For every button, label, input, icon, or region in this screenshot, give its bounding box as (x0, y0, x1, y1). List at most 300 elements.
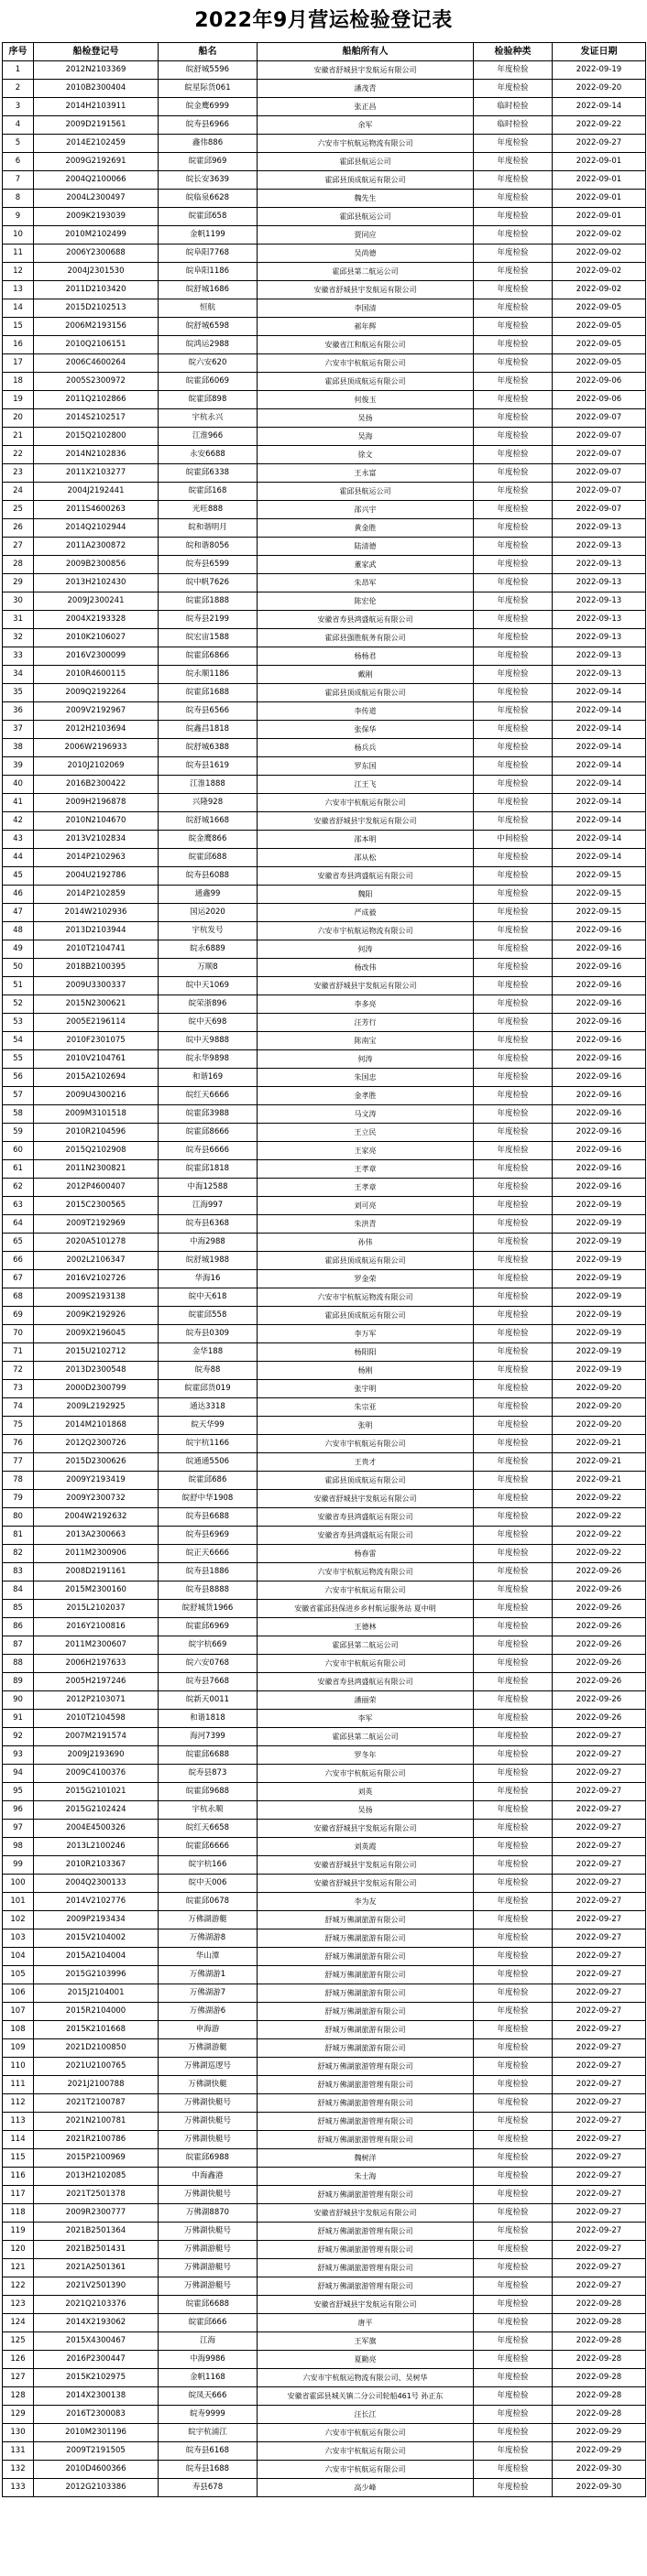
table-row (3, 1618, 646, 1636)
ship-owner-cell: 舒城万佛湖旅游管理有限公司 (258, 2186, 474, 2204)
issue-date-cell: 2022-09-27 (553, 2259, 646, 2277)
table-row (3, 2131, 646, 2149)
serial-cell: 123 (3, 2296, 34, 2314)
issue-date-cell: 2022-09-14 (553, 757, 646, 776)
inspection-type-cell: 年度检验 (474, 1380, 553, 1398)
issue-date-cell: 2022-09-01 (553, 190, 646, 208)
ship-name-cell: 皖宇杭669 (159, 1636, 258, 1655)
issue-date-cell: 2022-09-16 (553, 1069, 646, 1087)
ship-name-cell: 万佛湖8870 (159, 2204, 258, 2223)
ship-name-cell: 万佛湖游艇号 (159, 2241, 258, 2259)
registration-no-cell: 2009Y2300732 (34, 1490, 159, 1508)
serial-cell: 8 (3, 190, 34, 208)
issue-date-cell: 2022-09-20 (553, 80, 646, 98)
issue-date-cell: 2022-09-07 (553, 483, 646, 501)
registration-no-cell: 2000D2300799 (34, 1380, 159, 1398)
ship-owner-cell: 汪长江 (258, 2406, 474, 2424)
registration-no-cell: 2015Q2102908 (34, 1142, 159, 1160)
table-row (3, 2039, 646, 2058)
registration-no-cell: 2012P4600407 (34, 1179, 159, 1197)
inspection-type-cell: 年度检验 (474, 1050, 553, 1069)
table-row (3, 831, 646, 849)
registration-no-cell: 2013D2103944 (34, 922, 159, 940)
serial-cell: 60 (3, 1142, 34, 1160)
issue-date-cell: 2022-09-20 (553, 1398, 646, 1417)
table-row (3, 2186, 646, 2204)
inspection-type-cell: 年度检验 (474, 281, 553, 299)
ship-owner-cell: 罗金荣 (258, 1270, 474, 1288)
serial-cell: 69 (3, 1307, 34, 1325)
registration-no-cell: 2013H2102085 (34, 2168, 159, 2186)
issue-date-cell: 2022-09-27 (553, 1948, 646, 1966)
ship-owner-cell: 舒城万佛湖旅游管理有限公司 (258, 2058, 474, 2076)
registration-no-cell: 2021T2100787 (34, 2094, 159, 2113)
ship-name-cell: 宇杭发号 (159, 922, 258, 940)
serial-cell: 1 (3, 61, 34, 80)
ship-owner-cell: 霍邱县顶成航运有限公司 (258, 171, 474, 190)
serial-cell: 4 (3, 116, 34, 135)
registration-no-cell: 2010M2102499 (34, 226, 159, 245)
ship-name-cell: 皖宏宙1588 (159, 629, 258, 647)
serial-cell: 119 (3, 2223, 34, 2241)
serial-cell: 56 (3, 1069, 34, 1087)
table-row (3, 226, 646, 245)
inspection-type-cell: 年度检验 (474, 1234, 553, 1252)
ship-owner-cell: 舒城万佛湖旅游有限公司 (258, 1929, 474, 1948)
table-row (3, 1728, 646, 1746)
inspection-type-cell: 年度检验 (474, 1691, 553, 1710)
registration-no-cell: 2004X2193328 (34, 611, 159, 629)
ship-owner-cell: 安徽省霍邱县城关镇二分公司轮船461号 孙正东 (258, 2387, 474, 2406)
table-row (3, 611, 646, 629)
issue-date-cell: 2022-09-05 (553, 336, 646, 354)
issue-date-cell: 2022-09-19 (553, 1234, 646, 1252)
table-row (3, 1765, 646, 1783)
inspection-type-cell: 年度检验 (474, 647, 553, 666)
ship-name-cell: 通达3318 (159, 1398, 258, 1417)
inspection-type-cell: 年度检验 (474, 904, 553, 922)
registration-no-cell: 2021Q2103376 (34, 2296, 159, 2314)
ship-owner-cell: 霍邱县航运公司 (258, 208, 474, 226)
ship-owner-cell: 黄金胜 (258, 519, 474, 538)
serial-cell: 76 (3, 1435, 34, 1453)
inspection-type-cell: 年度检验 (474, 1160, 553, 1179)
issue-date-cell: 2022-09-14 (553, 812, 646, 831)
registration-no-cell: 2014X2193062 (34, 2314, 159, 2332)
table-row (3, 776, 646, 794)
issue-date-cell: 2022-09-01 (553, 153, 646, 171)
ship-owner-cell: 舒城万佛湖旅游管理有限公司 (258, 2113, 474, 2131)
registration-no-cell: 2015R2104000 (34, 2003, 159, 2021)
table-row (3, 116, 646, 135)
table-row (3, 1911, 646, 1929)
inspection-type-cell: 年度检验 (474, 1343, 553, 1362)
table-row (3, 867, 646, 886)
registration-no-cell: 2011M2300607 (34, 1636, 159, 1655)
serial-cell: 115 (3, 2149, 34, 2168)
ship-name-cell: 皖寿县6969 (159, 1527, 258, 1545)
registration-no-cell: 2015G2101021 (34, 1783, 159, 1801)
registration-no-cell: 2021N2100781 (34, 2113, 159, 2131)
table-row (3, 886, 646, 904)
inspection-type-cell: 年度检验 (474, 373, 553, 391)
inspection-type-cell: 年度检验 (474, 2406, 553, 2424)
registration-no-cell: 2012P2103071 (34, 1691, 159, 1710)
issue-date-cell: 2022-09-14 (553, 739, 646, 757)
registration-no-cell: 2014S2102517 (34, 409, 159, 428)
registration-no-cell: 2010R2104596 (34, 1124, 159, 1142)
ship-name-cell: 鑫伟886 (159, 135, 258, 153)
table-row (3, 794, 646, 812)
issue-date-cell: 2022-09-27 (553, 2186, 646, 2204)
issue-date-cell: 2022-09-27 (553, 1765, 646, 1783)
header-serial: 序号 (3, 43, 34, 61)
ship-owner-cell: 何俊玉 (258, 391, 474, 409)
ship-owner-cell: 安徽省舒城县宇发航运有限公司 (258, 1490, 474, 1508)
serial-cell: 96 (3, 1801, 34, 1820)
registration-no-cell: 2004Q2100066 (34, 171, 159, 190)
issue-date-cell: 2022-09-14 (553, 702, 646, 721)
ship-name-cell: 海河7399 (159, 1728, 258, 1746)
registration-no-cell: 2007M2191574 (34, 1728, 159, 1746)
inspection-type-cell: 年度检验 (474, 2479, 553, 2497)
inspection-type-cell: 年度检验 (474, 299, 553, 318)
serial-cell: 58 (3, 1105, 34, 1124)
issue-date-cell: 2022-09-16 (553, 1179, 646, 1197)
ship-name-cell: 皖寿9999 (159, 2406, 258, 2424)
inspection-type-cell: 年度检验 (474, 2204, 553, 2223)
inspection-type-cell: 年度检验 (474, 1069, 553, 1087)
registration-no-cell: 2015N2300621 (34, 995, 159, 1014)
table-row (3, 2369, 646, 2387)
serial-cell: 46 (3, 886, 34, 904)
ship-name-cell: 皖中天618 (159, 1288, 258, 1307)
serial-cell: 108 (3, 2021, 34, 2039)
ship-name-cell: 皖舒城1686 (159, 281, 258, 299)
inspection-type-cell: 年度检验 (474, 1673, 553, 1691)
ship-owner-cell: 吴海 (258, 428, 474, 446)
ship-name-cell: 皖金鹰6999 (159, 98, 258, 116)
inspection-type-cell: 年度检验 (474, 1856, 553, 1875)
issue-date-cell: 2022-09-19 (553, 1270, 646, 1288)
ship-name-cell: 皖星际货061 (159, 80, 258, 98)
registration-no-cell: 2005H2197246 (34, 1673, 159, 1691)
ship-name-cell: 皖寿县6566 (159, 702, 258, 721)
table-row (3, 2442, 646, 2461)
table-row (3, 1069, 646, 1087)
table-row (3, 1179, 646, 1197)
serial-cell: 102 (3, 1911, 34, 1929)
inspection-type-cell: 年度检验 (474, 1325, 553, 1343)
issue-date-cell: 2022-09-16 (553, 1050, 646, 1069)
inspection-type-cell: 年度检验 (474, 483, 553, 501)
ship-owner-cell: 李国清 (258, 299, 474, 318)
table-row (3, 1563, 646, 1581)
inspection-type-cell: 年度检验 (474, 391, 553, 409)
table-row (3, 2168, 646, 2186)
inspection-type-cell: 年度检验 (474, 538, 553, 556)
ship-name-cell: 皖霍邱6969 (159, 1618, 258, 1636)
table-row (3, 1746, 646, 1765)
inspection-type-cell: 年度检验 (474, 2277, 553, 2296)
table-row (3, 1856, 646, 1875)
inspection-type-cell: 年度检验 (474, 208, 553, 226)
issue-date-cell: 2022-09-27 (553, 1783, 646, 1801)
inspection-type-cell: 年度检验 (474, 995, 553, 1014)
serial-cell: 40 (3, 776, 34, 794)
serial-cell: 16 (3, 336, 34, 354)
serial-cell: 11 (3, 245, 34, 263)
issue-date-cell: 2022-09-16 (553, 959, 646, 977)
serial-cell: 125 (3, 2332, 34, 2351)
serial-cell: 10 (3, 226, 34, 245)
registration-no-cell: 2015A2104004 (34, 1948, 159, 1966)
ship-owner-cell: 舒城万佛湖旅游管理有限公司 (258, 2076, 474, 2094)
registration-no-cell: 2009Y2193419 (34, 1472, 159, 1490)
serial-cell: 5 (3, 135, 34, 153)
serial-cell: 85 (3, 1600, 34, 1618)
ship-owner-cell: 王贵才 (258, 1453, 474, 1472)
ship-owner-cell: 安徽省舒城县宇发航运有限公司 (258, 1820, 474, 1838)
ship-owner-cell: 魏先生 (258, 190, 474, 208)
ship-owner-cell: 王孝章 (258, 1179, 474, 1197)
serial-cell: 30 (3, 592, 34, 611)
serial-cell: 103 (3, 1929, 34, 1948)
ship-name-cell: 申海游 (159, 2021, 258, 2039)
registration-no-cell: 2011Q2102866 (34, 391, 159, 409)
registration-no-cell: 2009B2300856 (34, 556, 159, 574)
ship-name-cell: 万佛湖快艇号 (159, 2131, 258, 2149)
issue-date-cell: 2022-09-27 (553, 1801, 646, 1820)
serial-cell: 127 (3, 2369, 34, 2387)
serial-cell: 99 (3, 1856, 34, 1875)
ship-owner-cell: 霍邱县顶成航运有限公司 (258, 1252, 474, 1270)
ship-name-cell: 皖荣浙896 (159, 995, 258, 1014)
ship-name-cell: 皖寿县8888 (159, 1581, 258, 1600)
issue-date-cell: 2022-09-27 (553, 2204, 646, 2223)
inspection-type-cell: 年度检验 (474, 2461, 553, 2479)
inspection-type-cell: 年度检验 (474, 867, 553, 886)
issue-date-cell: 2022-09-01 (553, 171, 646, 190)
issue-date-cell: 2022-09-07 (553, 428, 646, 446)
table-row (3, 1435, 646, 1453)
ship-owner-cell: 安徽省舒城县宇发航运有限公司 (258, 2296, 474, 2314)
ship-owner-cell: 安徽省舒城县宇发航运有限公司 (258, 281, 474, 299)
serial-cell: 19 (3, 391, 34, 409)
table-row (3, 1307, 646, 1325)
table-row (3, 1820, 646, 1838)
registration-no-cell: 2014P2102859 (34, 886, 159, 904)
table-row (3, 2076, 646, 2094)
inspection-type-cell: 年度检验 (474, 1105, 553, 1124)
inspection-type-cell: 年度检验 (474, 135, 553, 153)
ship-owner-cell: 霍邱县顶成航运有限公司 (258, 684, 474, 702)
registration-no-cell: 2009X2196045 (34, 1325, 159, 1343)
ship-owner-cell: 六安市宇杭航运物流有限公司 (258, 922, 474, 940)
inspection-type-cell: 年度检验 (474, 1270, 553, 1288)
inspection-type-cell: 年度检验 (474, 2296, 553, 2314)
ship-name-cell: 万佛湖游7 (159, 1984, 258, 2003)
issue-date-cell: 2022-09-29 (553, 2424, 646, 2442)
ship-owner-cell: 舒城万佛湖旅游管理有限公司 (258, 2223, 474, 2241)
registration-no-cell: 2010D4600366 (34, 2461, 159, 2479)
registration-no-cell: 2011N2300821 (34, 1160, 159, 1179)
ship-name-cell: 皖霍邱898 (159, 391, 258, 409)
ship-name-cell: 皖舒城货1966 (159, 1600, 258, 1618)
serial-cell: 100 (3, 1875, 34, 1893)
issue-date-cell: 2022-09-27 (553, 2277, 646, 2296)
ship-owner-cell: 安徽省舒城县宇发航运有限公司 (258, 1875, 474, 1893)
inspection-type-cell: 年度检验 (474, 2131, 553, 2149)
table-row (3, 1527, 646, 1545)
issue-date-cell: 2022-09-13 (553, 556, 646, 574)
serial-cell: 120 (3, 2241, 34, 2259)
issue-date-cell: 2022-09-27 (553, 1856, 646, 1875)
table-row (3, 592, 646, 611)
inspection-type-cell: 年度检验 (474, 1911, 553, 1929)
issue-date-cell: 2022-09-07 (553, 446, 646, 464)
serial-cell: 126 (3, 2351, 34, 2369)
issue-date-cell: 2022-09-20 (553, 1380, 646, 1398)
ship-name-cell: 皖舒中华1908 (159, 1490, 258, 1508)
issue-date-cell: 2022-09-27 (553, 1984, 646, 2003)
registration-no-cell: 2009V2192967 (34, 702, 159, 721)
inspection-type-cell: 年度检验 (474, 409, 553, 428)
registration-no-cell: 2009K2192926 (34, 1307, 159, 1325)
ship-owner-cell: 罗东国 (258, 757, 474, 776)
ship-name-cell: 万佛湖游6 (159, 2003, 258, 2021)
ship-owner-cell: 舒城万佛湖旅游有限公司 (258, 1966, 474, 1984)
ship-owner-cell: 舒城万佛湖旅游有限公司 (258, 2021, 474, 2039)
issue-date-cell: 2022-09-05 (553, 318, 646, 336)
table-row (3, 1105, 646, 1124)
issue-date-cell: 2022-09-16 (553, 1124, 646, 1142)
issue-date-cell: 2022-09-28 (553, 2406, 646, 2424)
ship-owner-cell: 余军 (258, 116, 474, 135)
ship-owner-cell: 六安市宇杭航运物流有限公司 (258, 1563, 474, 1581)
ship-owner-cell: 霍邱县顶成航运有限公司 (258, 1307, 474, 1325)
serial-cell: 104 (3, 1948, 34, 1966)
serial-cell: 26 (3, 519, 34, 538)
ship-owner-cell: 何涛 (258, 940, 474, 959)
ship-owner-cell: 安徽省寿县鸿盛航运有限公司 (258, 1673, 474, 1691)
ship-owner-cell: 徐文 (258, 446, 474, 464)
registration-no-cell: 2009P2193434 (34, 1911, 159, 1929)
inspection-type-cell: 年度检验 (474, 1490, 553, 1508)
inspection-type-cell: 年度检验 (474, 959, 553, 977)
ship-owner-cell: 安徽省舒城县宇发航运有限公司 (258, 61, 474, 80)
issue-date-cell: 2022-09-26 (553, 1600, 646, 1618)
ship-owner-cell: 朱洪青 (258, 1215, 474, 1234)
registration-no-cell: 2004J2301530 (34, 263, 159, 281)
ship-name-cell: 皖金鹰866 (159, 831, 258, 849)
serial-cell: 81 (3, 1527, 34, 1545)
header-registration-no: 船检登记号 (34, 43, 159, 61)
inspection-type-cell: 年度检验 (474, 1636, 553, 1655)
serial-cell: 112 (3, 2094, 34, 2113)
table-row (3, 2021, 646, 2039)
serial-cell: 64 (3, 1215, 34, 1234)
registration-no-cell: 2010K2106027 (34, 629, 159, 647)
issue-date-cell: 2022-09-15 (553, 867, 646, 886)
registration-no-cell: 2002L2106347 (34, 1252, 159, 1270)
ship-name-cell: 皖寿县6088 (159, 867, 258, 886)
ship-name-cell: 皖寿88 (159, 1362, 258, 1380)
table-row (3, 995, 646, 1014)
ship-name-cell: 皖舒城6388 (159, 739, 258, 757)
table-row (3, 739, 646, 757)
ship-name-cell: 皖鸿运2988 (159, 336, 258, 354)
ship-owner-cell: 杨改伟 (258, 959, 474, 977)
ship-owner-cell: 李为友 (258, 1893, 474, 1911)
ship-owner-cell: 朱国忠 (258, 1069, 474, 1087)
ship-owner-cell: 安徽省江和航运有限公司 (258, 336, 474, 354)
table-row (3, 721, 646, 739)
ship-name-cell: 万佛湖游1 (159, 1966, 258, 1984)
serial-cell: 21 (3, 428, 34, 446)
ship-name-cell: 万佛湖快艇号 (159, 2094, 258, 2113)
serial-cell: 95 (3, 1783, 34, 1801)
table-row (3, 1343, 646, 1362)
registration-no-cell: 2010M2301196 (34, 2424, 159, 2442)
issue-date-cell: 2022-09-16 (553, 1105, 646, 1124)
serial-cell: 63 (3, 1197, 34, 1215)
inspection-type-cell: 年度检验 (474, 1820, 553, 1838)
registration-no-cell: 2009L2192925 (34, 1398, 159, 1417)
issue-date-cell: 2022-09-13 (553, 519, 646, 538)
table-row (3, 2479, 646, 2497)
table-row (3, 1252, 646, 1270)
serial-cell: 106 (3, 1984, 34, 2003)
serial-cell: 43 (3, 831, 34, 849)
issue-date-cell: 2022-09-26 (553, 1563, 646, 1581)
inspection-type-cell: 年度检验 (474, 1435, 553, 1453)
issue-date-cell: 2022-09-14 (553, 98, 646, 116)
serial-cell: 33 (3, 647, 34, 666)
ship-name-cell: 光旺888 (159, 501, 258, 519)
ship-owner-cell: 六安市宇杭航运有限公司 (258, 2461, 474, 2479)
table-row (3, 2003, 646, 2021)
issue-date-cell: 2022-09-16 (553, 977, 646, 995)
inspection-type-cell: 年度检验 (474, 2259, 553, 2277)
registration-no-cell: 2010B2300404 (34, 80, 159, 98)
registration-no-cell: 2004U2192786 (34, 867, 159, 886)
serial-cell: 74 (3, 1398, 34, 1417)
serial-cell: 32 (3, 629, 34, 647)
ship-name-cell: 中海2988 (159, 1234, 258, 1252)
ship-name-cell: 皖红天6666 (159, 1087, 258, 1105)
table-row (3, 98, 646, 116)
ship-name-cell: 华海16 (159, 1270, 258, 1288)
registration-no-cell: 2010V2104761 (34, 1050, 159, 1069)
table-row (3, 1380, 646, 1398)
issue-date-cell: 2022-09-27 (553, 2223, 646, 2241)
registration-no-cell: 2011X2103277 (34, 464, 159, 483)
ship-owner-cell: 安徽省霍邱县保进乡乡村航运服务站 夏中明 (258, 1600, 474, 1618)
issue-date-cell: 2022-09-27 (553, 2113, 646, 2131)
ship-owner-cell: 六安市宇杭航运物流有限公司、吴树华 (258, 2369, 474, 2387)
table-row (3, 1453, 646, 1472)
inspection-type-cell: 年度检验 (474, 922, 553, 940)
serial-cell: 71 (3, 1343, 34, 1362)
inspection-type-cell: 年度检验 (474, 757, 553, 776)
table-row (3, 245, 646, 263)
registration-no-cell: 2016V2300099 (34, 647, 159, 666)
ship-owner-cell: 董家武 (258, 556, 474, 574)
inspection-type-cell: 年度检验 (474, 2369, 553, 2387)
ship-owner-cell: 张保华 (258, 721, 474, 739)
issue-date-cell: 2022-09-13 (553, 538, 646, 556)
